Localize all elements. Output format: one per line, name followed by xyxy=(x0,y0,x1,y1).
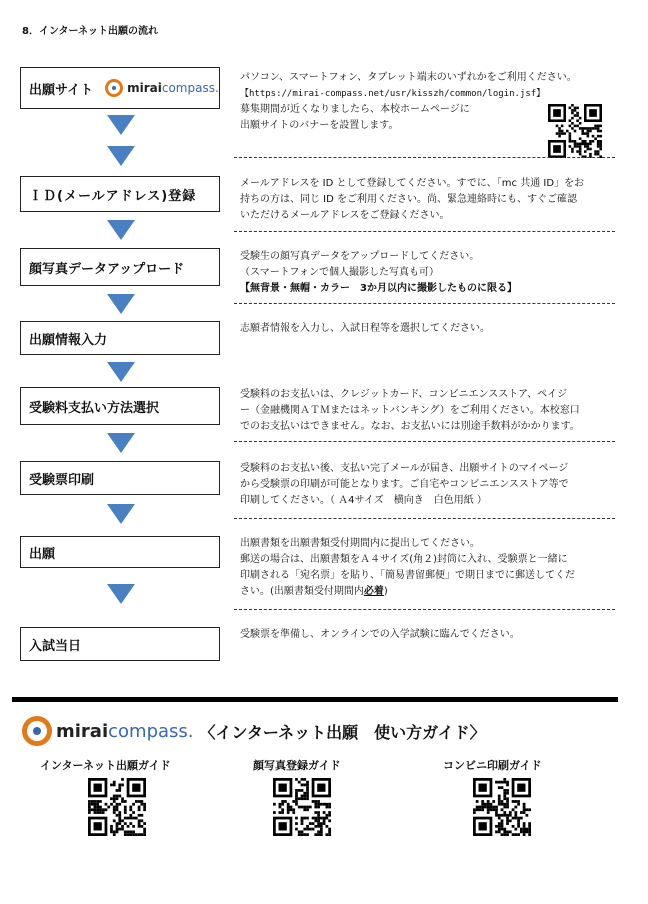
step-application-site xyxy=(20,67,220,109)
desc-ticket-print: 受験料のお支払い後、支払い完了メールが届き、出願サイトのマイページ から受験票の印刷が可能となります。ご自宅やコンビニエンスストア等で 印刷してください。（ Ａ4サイズ 横向き 白色用紙 ） xyxy=(240,463,569,506)
compass-icon xyxy=(105,79,123,97)
down-arrow-icon xyxy=(107,504,135,524)
step-ticket-print xyxy=(20,461,220,495)
step-label: ＩＤ(メールアドレス)登録 xyxy=(29,188,197,204)
step-exam-day xyxy=(20,627,220,661)
step-label: 出願 xyxy=(29,546,56,562)
step-label: 入試当日 xyxy=(29,638,82,654)
guide-label-photo: 顔写真登録ガイド xyxy=(253,759,341,772)
step-submission xyxy=(20,536,220,568)
desc-application-site: パソコン、スマートフォン、タブレット端末のいずれかをご利用ください。 【https://mirai-compass.net/usr/kisszh/common/login.jsf】 募集期間が近くなりましたら、本校ホームページに 出願サイトのバナーを設置します。 xyxy=(240,70,615,134)
qr-code-icon[interactable] xyxy=(473,778,531,836)
guide-label-convenience: コンビニ印刷ガイド xyxy=(443,759,542,772)
divider xyxy=(234,303,615,304)
section-divider xyxy=(12,697,618,702)
step-photo-upload xyxy=(20,248,220,286)
desc-photo-upload: 受験生の顔写真データをアップロードしてください。 （スマートフォンで個人撮影した写真も可） 【無背景・無帽・カラー 3か月以内に撮影したものに限る】 xyxy=(240,251,517,294)
guide-label-internet: インターネット出願ガイド xyxy=(40,759,171,772)
section-heading: 8．インターネット出願の流れ xyxy=(22,26,159,37)
miraicompass-logo: miraicompass. xyxy=(56,720,194,742)
step-payment-method xyxy=(20,387,220,425)
divider xyxy=(234,609,615,610)
step-application-info xyxy=(20,321,220,355)
desc-id-registration: メールアドレスを ID として登録してください。すでに、「mc 共通 ID」をお 持ちの方は、同じ ID をご利用ください。尚、緊急連絡時にも、すぐご確認 いただけるメールアドレスをご登録ください。 xyxy=(240,178,585,221)
desc-application-info: 志願者情報を入力し、入試日程等を選択してください。 xyxy=(240,323,490,334)
step-label: 受験票印刷 xyxy=(29,472,95,488)
divider xyxy=(234,231,615,232)
step-id-registration xyxy=(20,176,220,212)
down-arrow-icon xyxy=(107,294,135,314)
down-arrow-icon xyxy=(107,220,135,240)
divider xyxy=(234,518,615,519)
divider xyxy=(234,441,615,442)
divider xyxy=(234,157,615,158)
down-arrow-icon xyxy=(107,362,135,382)
desc-payment-method: 受験料のお支払いは、クレジットカード、コンビニエンスストア、ペイジ ー（金融機関ＡＴＭまたはネットバンキング）をご利用ください。本校窓口 でのお支払いはできません。なお、お支払いには別途手数料がかかります。 xyxy=(240,389,580,432)
down-arrow-icon xyxy=(107,433,135,453)
step-label: 受験料支払い方法選択 xyxy=(29,400,160,416)
qr-code-icon[interactable] xyxy=(273,778,331,836)
miraicompass-logo: miraicompass. xyxy=(105,79,219,97)
qr-code-icon[interactable] xyxy=(88,778,146,836)
qr-code-icon xyxy=(548,104,602,158)
compass-icon xyxy=(22,716,52,746)
desc-submission: 出願書類を出願書類受付期間内に提出してください。 郵送の場合は、出願書類をＡ４サイズ(角２)封筒に入れ、受験票と一緒に 印刷される「宛名票」を貼り、「簡易書留郵便」で期日までに郵送してくだ さい。(出願書類受付期間内必着) xyxy=(240,538,575,597)
desc-exam-day: 受験票を準備し、オンラインでの入学試験に臨んでください。 xyxy=(240,629,520,640)
guide-title: miraicompass. 〈インターネット出願 使い方ガイド〉 xyxy=(22,716,486,746)
login-url: 【https://mirai-compass.net/usr/kisszh/common/login.jsf】 xyxy=(240,89,546,99)
step-label: 顔写真データアップロード xyxy=(29,261,185,277)
down-arrow-icon xyxy=(107,584,135,604)
down-arrow-icon xyxy=(107,146,135,166)
step-label: 出願情報入力 xyxy=(29,332,108,348)
step-label: 出願サイト xyxy=(29,82,94,98)
down-arrow-icon xyxy=(107,115,135,135)
